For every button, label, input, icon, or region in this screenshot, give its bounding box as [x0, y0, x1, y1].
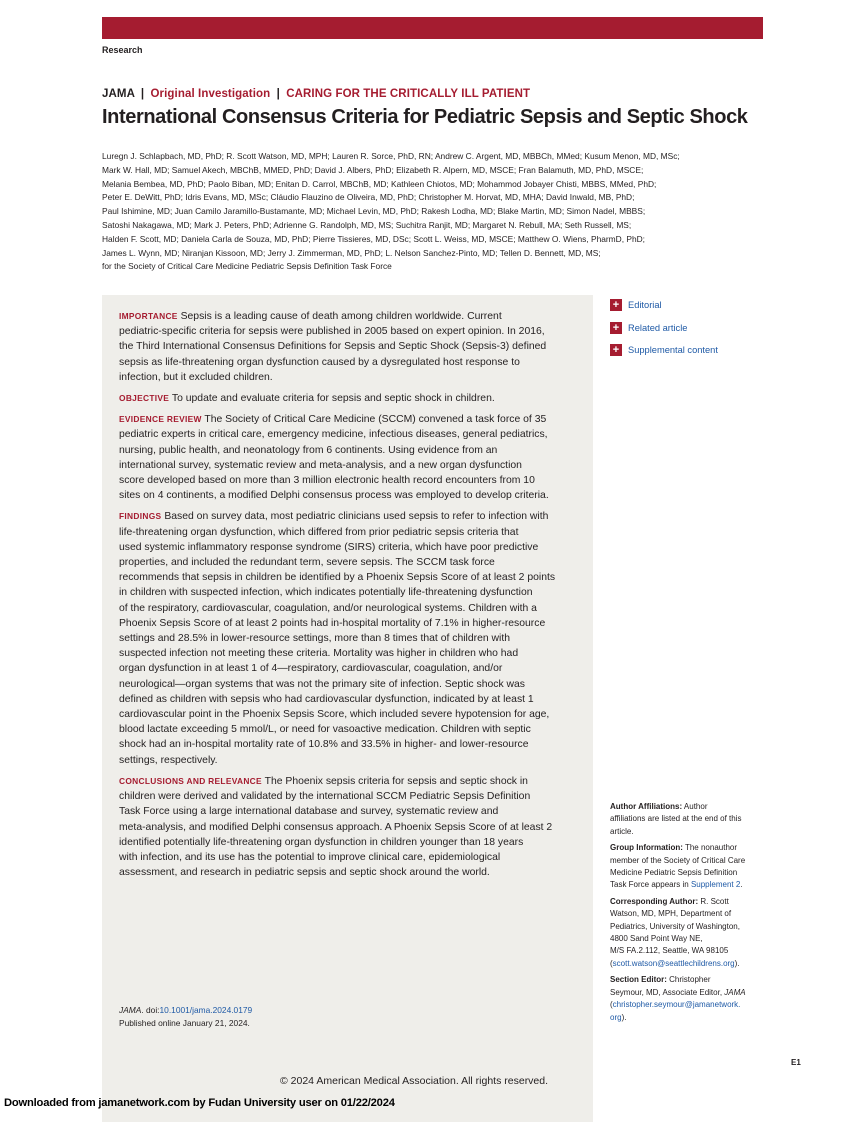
abstract-line: infection, but it excluded children.: [119, 371, 273, 383]
info-label: Group Information:: [610, 843, 683, 853]
abstract-line: neurological—organ systems that was not the primary site of infection. Septic shock was: [119, 678, 526, 690]
abstract-text-row: [119, 865, 580, 880]
info-text: JAMA: [724, 987, 746, 997]
abstract-text-row: [119, 555, 580, 570]
abstract-text-row: [119, 509, 580, 524]
abstract-line: nursing, public health, and neonatology from 6 continents. Using evidence from an: [119, 444, 498, 456]
info-label: Corresponding Author:: [610, 896, 699, 906]
info-text: M/S FA.2.112, Seattle, WA 98105: [610, 946, 729, 956]
abstract-text-row: [119, 540, 580, 555]
abstract-line: with infection, and its use has the potential to improve clinical care, epidemiological: [119, 851, 501, 863]
abstract: [119, 309, 580, 886]
article-title: International Consensus Criteria for Pediatric Sepsis and Septic Shock: [102, 106, 748, 128]
author-line: James L. Wynn, MD; Niranjan Kissoon, MD; Jerry J. Zimmerman, MD, PhD; L. Nelson Sanchez-Pinto, MD; Tellen D. Bennett, MD, MS;: [102, 247, 601, 258]
info-text: affiliations are listed at the end of this: [610, 814, 742, 824]
abstract-line: properties, and included the redundant term, severe sepsis. The SCCM task force: [119, 557, 495, 569]
abstract-text-row: [119, 412, 580, 427]
abstract-text-row: [119, 585, 580, 600]
journal-name: JAMA: [102, 88, 135, 100]
abstract-line: sites on 4 continents, a modified Delphi consensus process was employed to develop criteria.: [119, 490, 549, 502]
abstract-text-row: [119, 570, 580, 585]
header-bar: [102, 17, 763, 39]
group-information: Group Information: The nonauthor member of the Society of Critical Care Medicine Pediatric Sepsis Definition Task Force appears in Supplement 2.: [610, 842, 766, 892]
abstract-line: blood lactate exceeding 5 mmol/L, or need for vasoactive medication. Children with septic: [119, 724, 531, 736]
abstract-line: Sepsis is a leading cause of death among children worldwide. Current: [180, 311, 502, 322]
info-text: Medicine Pediatric Sepsis Definition: [610, 868, 738, 878]
info-text: R. Scott: [700, 896, 729, 906]
info-text: Watson, MD, MPH, Department of: [610, 909, 732, 919]
abstract-text-row: [119, 707, 580, 722]
article-info-sidebar: [610, 801, 766, 1028]
abstract-section: [119, 774, 580, 880]
abstract-section: [119, 509, 580, 767]
abstract-line: pediatric-specific criteria for sepsis were published in 2005 based on expert opinion. In 2016,: [119, 326, 545, 338]
author-line: Halden F. Scott, MD; Daniela Carla de Souza, MD, PhD; Pierre Tissieres, MD, DSc; Scott L. Weiss, MD, MSCE; Matthew O. Wiens, PharmD, PhD;: [102, 233, 645, 244]
abstract-line: The Society of Critical Care Medicine (SCCM) convened a task force of 35: [204, 414, 547, 426]
abstract-heading: FINDINGS: [119, 511, 162, 522]
abstract-text-row: [119, 427, 580, 442]
related-links: [610, 294, 718, 362]
citation: [119, 1004, 252, 1029]
supplement-link[interactable]: Supplement 2: [690, 880, 741, 890]
abstract-text-row: [119, 804, 580, 819]
abstract-text-row: [119, 789, 580, 804]
author-affiliations: [610, 801, 766, 838]
author-list: [102, 150, 782, 274]
article-kicker: [102, 88, 530, 100]
abstract-text-row: [119, 753, 580, 768]
abstract-heading: CONCLUSIONS AND RELEVANCE: [119, 775, 262, 786]
link-label: Editorial: [628, 300, 662, 311]
section-editor: Section Editor: Christopher Seymour, MD, Associate Editor, JAMA (christopher.seymour@jamanetwork. org).: [610, 975, 746, 1022]
editorial-link[interactable]: [610, 294, 718, 317]
kicker-separator: |: [140, 88, 145, 100]
abstract-text-row: [119, 488, 580, 503]
related-article-link[interactable]: [610, 317, 718, 340]
abstract-line: Phoenix Sepsis Score of at least 2 points had in-hospital mortality of 7.1% in higher-resource: [119, 617, 546, 629]
info-text: 4800 Sand Point Way NE,: [610, 934, 703, 944]
info-text: Seymour, MD, Associate Editor,: [610, 987, 723, 997]
abstract-text-row: [119, 774, 580, 789]
info-text: Christopher: [669, 975, 711, 985]
abstract-text-row: [119, 391, 580, 406]
citation-journal: JAMA: [119, 1005, 142, 1015]
abstract-text-row: [119, 661, 580, 676]
abstract-line: suspected infection not meeting these criteria. Mortality was higher in children who had: [119, 648, 519, 660]
series-title: CARING FOR THE CRITICALLY ILL PATIENT: [286, 88, 531, 100]
corresponding-author: Corresponding Author: R. Scott Watson, MD, MPH, Department of Pediatrics, University of Washington, 4800 Sand Point Way NE, M/S FA.2.112, Seattle, WA 98105 (scott.watson@seattlechildrens.org).: [610, 896, 766, 970]
info-text: The nonauthor: [684, 843, 738, 853]
article-type: Original Investigation: [150, 88, 271, 100]
abstract-line: shock had an in-hospital mortality rate of 10.8% and 33.5% in higher- and lower-resource: [119, 739, 529, 751]
kicker-separator: |: [276, 88, 280, 100]
abstract-section: [119, 412, 580, 503]
supplemental-content-link[interactable]: [610, 339, 718, 362]
abstract-text-row: [119, 473, 580, 488]
author-line: Satoshi Nakagawa, MD; Mark J. Peters, PhD; Adrienne G. Randolph, MD, MS; Suchitra Ranjit, MD; Margaret N. Rebull, MA; Seth Russell, MS;: [102, 219, 632, 230]
abstract-text-row: [119, 324, 580, 339]
author-line: Mark W. Hall, MD; Samuel Akech, MBChB, MMED, PhD; David J. Albers, PhD; Elizabeth R. Alpern, MD, MSCE; Fran Balamuth, MD, PhD, MSCE;: [102, 164, 644, 175]
abstract-line: of the respiratory, cardiovascular, coagulation, and/or neurological systems. Children with a: [119, 602, 537, 614]
abstract-text-row: [119, 458, 580, 473]
info-label: Section Editor:: [610, 975, 667, 985]
abstract-text-row: [119, 835, 580, 850]
plus-icon: +: [610, 322, 622, 334]
abstract-line: cardiovascular point in the Phoenix Sepsis Score, which included severe hypotension for age,: [119, 709, 550, 721]
abstract-text-row: [119, 616, 580, 631]
link-label: Related article: [628, 322, 688, 333]
abstract-text-row: [119, 370, 580, 385]
abstract-line: settings and 28.5% in lower-resource settings, more than 8 times that of children with: [119, 633, 510, 645]
abstract-line: the Third International Consensus Definitions for Sepsis and Septic Shock (Sepsis-3) defined: [119, 341, 547, 353]
info-label: Author Affiliations:: [610, 802, 683, 811]
abstract-heading: IMPORTANCE: [119, 311, 178, 321]
abstract-line: used systemic inflammatory response syndrome (SIRS) criteria, which have poor predictive: [119, 541, 539, 553]
abstract-text-row: [119, 820, 580, 835]
abstract-line: settings, respectively.: [119, 754, 218, 766]
author-line: Luregn J. Schlapbach, MD, PhD; R. Scott Watson, MD, MPH; Lauren R. Sorce, PhD, RN; Andrew C. Argent, MD, MBBCh, MMed; Kusum Menon, MD, MSc;: [102, 151, 680, 161]
abstract-line: The Phoenix sepsis criteria for sepsis and septic shock in: [264, 775, 528, 787]
info-text: member of the Society of Critical Care: [610, 855, 746, 865]
abstract-line: children were derived and validated by the international SCCM Pediatric Sepsis Definition: [119, 791, 531, 803]
download-notice: Downloaded from jamanetwork.com by Fudan University user on 01/22/2024: [4, 1097, 395, 1109]
abstract-section: [119, 391, 580, 406]
info-text: Pediatrics, University of Washington,: [610, 921, 740, 931]
abstract-text-row: [119, 631, 580, 646]
abstract-line: score developed based on more than 3 million electronic health record encounters from 10: [119, 475, 535, 487]
info-text: Task Force appears in: [610, 880, 689, 890]
abstract-line: Task Force using a large international database and survey, systematic review and: [119, 806, 499, 818]
citation-doi-prefix: . doi:: [141, 1005, 160, 1015]
abstract-section: [119, 309, 580, 385]
copyright-notice: © 2024 American Medical Association. All rights reserved.: [280, 1075, 549, 1087]
publication-date: Published online January 21, 2024.: [119, 1017, 250, 1028]
abstract-line: life-threatening organ dysfunction, which differed from prior pediatric sepsis criteria that: [119, 526, 519, 538]
abstract-text-row: [119, 309, 580, 324]
abstract-text-row: [119, 737, 580, 752]
abstract-line: organ dysfunction in at least 1 of 4—respiratory, cardiovascular, coagulation, and/or: [119, 663, 503, 675]
abstract-line: defined as children with sepsis who had cardiovascular dysfunction, indicated by at least 1: [119, 693, 534, 705]
author-line: for the Society of Critical Care Medicine Pediatric Sepsis Definition Task Force: [102, 261, 392, 272]
abstract-text-row: [119, 850, 580, 865]
info-text: article.: [610, 826, 634, 836]
abstract-text-row: [119, 677, 580, 692]
abstract-line: assessment, and research in pediatric sepsis and septic shock around the world.: [119, 867, 490, 879]
abstract-text-row: [119, 646, 580, 661]
abstract-text-row: [119, 601, 580, 616]
author-line: Paul Ishimine, MD; Juan Camilo Jaramillo-Bustamante, MD; Michael Levin, MD, PhD; Rakesh Lodha, MD; Blake Martin, MD; Simon Nadel, MBBS;: [102, 206, 646, 217]
corresponding-email-link[interactable]: scott.watson@seattlechildrens.org: [612, 958, 735, 968]
page-number: E1: [791, 1058, 801, 1067]
abstract-text-row: [119, 355, 580, 370]
abstract-line: identified potentially life-threatening organ dysfunction in children younger than 18 years: [119, 836, 524, 848]
abstract-text-row: [119, 692, 580, 707]
section-editor-email-link[interactable]: org: [610, 1012, 622, 1022]
abstract-text-row: [119, 525, 580, 540]
abstract-line: international survey, systematic review and meta-analysis, and a new organ dysfunction: [119, 459, 522, 471]
abstract-line: recommends that sepsis in children be identified by a Phoenix Sepsis Score of at least 2 points: [119, 572, 556, 584]
abstract-text-row: [119, 339, 580, 354]
abstract-text-row: [119, 722, 580, 737]
abstract-line: in children with suspected infection, which indicates potentially life-threatening dysfunction: [119, 587, 533, 599]
abstract-heading: OBJECTIVE: [119, 393, 170, 404]
abstract-line: pediatric experts in critical care, emergency medicine, infectious diseases, general pediatrics,: [119, 429, 548, 441]
plus-icon: +: [610, 299, 622, 311]
author-line: Melania Bembea, MD, PhD; Paolo Biban, MD; Enitan D. Carrol, MBChB, MD; Kathleen Chiotos, MD; Mohammod Jobayer Chisti, MBBS, MMed, PhD;: [102, 178, 657, 189]
section-label: Research: [102, 45, 143, 55]
doi-link[interactable]: 10.1001/jama.2024.0179: [159, 1005, 253, 1015]
link-label: Supplemental content: [628, 345, 718, 356]
abstract-line: To update and evaluate criteria for sepsis and septic shock in children.: [171, 393, 495, 405]
abstract-line: sepsis as life-threatening organ dysfunction caused by a dysregulated host response to: [119, 356, 520, 368]
author-line: Peter E. DeWitt, PhD; Idris Evans, MD, MSc; Cláudio Flauzino de Oliveira, MD, PhD; Christopher M. Horvat, MD, MHA; David Inwald, MB, PhD;: [102, 192, 635, 203]
abstract-line: meta-analysis, and modified Delphi consensus approach. A Phoenix Sepsis Score of at least 2: [119, 821, 553, 833]
section-editor-email-link[interactable]: christopher.seymour@jamanetwork.: [612, 1000, 741, 1010]
info-text: Author: [683, 802, 708, 811]
abstract-heading: EVIDENCE REVIEW: [119, 414, 202, 425]
plus-icon: +: [610, 344, 622, 356]
abstract-line: Based on survey data, most pediatric clinicians used sepsis to refer to infection with: [164, 511, 549, 523]
abstract-text-row: [119, 443, 580, 458]
